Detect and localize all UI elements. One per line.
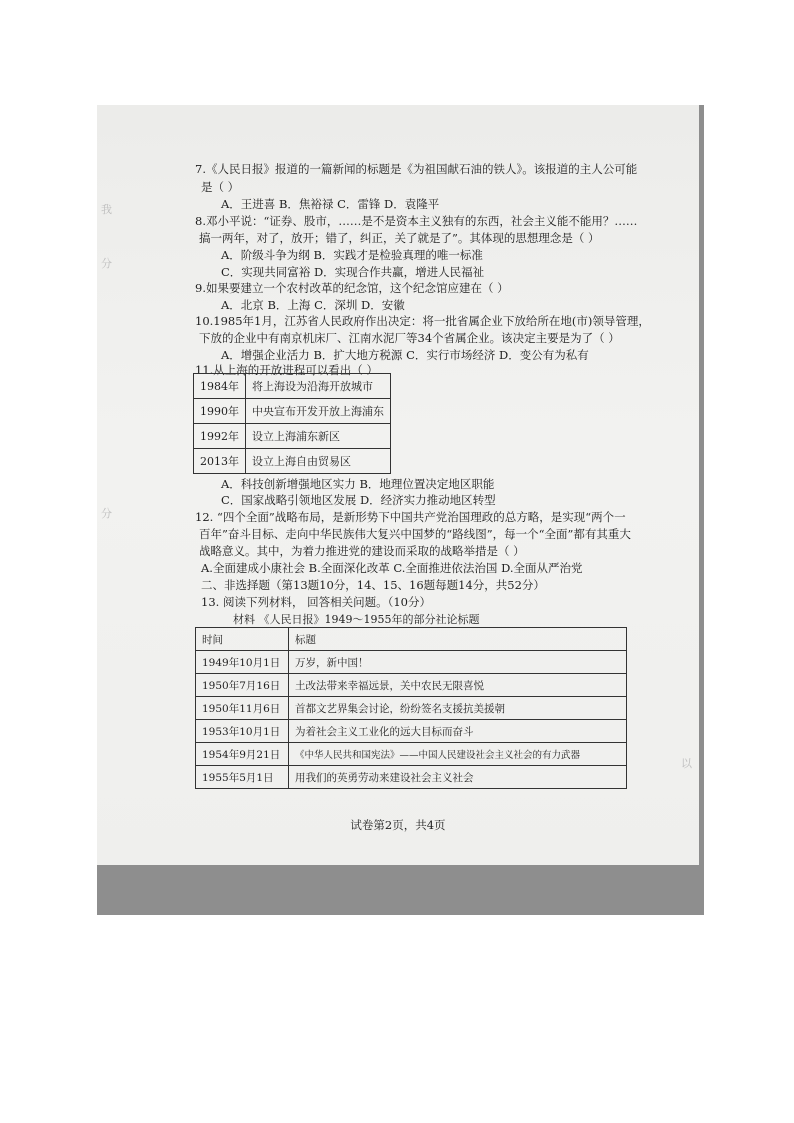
table-cell-title: 土改法带来幸福远景，关中农民无限喜悦 [289,674,627,697]
q11-options: A．科技创新增强地区实力 B．地理位置决定地区职能 [221,477,495,491]
exam-sheet [97,105,699,865]
bleed-through: 分 [101,257,112,270]
q8-stem: 搞一两年，对了，放开；错了，纠正，关了就是了”。其体现的思想理念是（ ） [199,231,600,245]
table-row [194,374,391,399]
q12-stem: 12. “四个全面”战略布局，是新形势下中国共产党治国理政的总方略，是实现“两个一 [195,510,626,524]
editorial-titles-table [195,627,627,789]
table-cell-event: 设立上海自由贸易区 [246,449,391,474]
table-cell-title: 《中华人民共和国宪法》——中国人民建设社会主义社会的有力武器 [289,743,627,766]
table-cell-event: 将上海设为沿海开放城市 [246,374,391,399]
table-cell-year: 1992年 [194,424,246,449]
q11-options: C．国家战略引领地区发展 D．经济实力推动地区转型 [221,493,496,507]
bleed-through: 我 [101,203,112,216]
q8-stem: 8.邓小平说：“证券、股市，……是不是资本主义独有的东西，社会主义能不能用？…… [195,214,638,228]
table-cell-title: 为着社会主义工业化的远大目标而奋斗 [289,720,627,743]
table-header-row [196,628,627,651]
table-cell-date: 1949年10月1日 [196,651,289,674]
table-cell-year: 2013年 [194,449,246,474]
q10-stem: 下放的企业中有南京机床厂、江南水泥厂等34个省属企业。该决定主要是为了（ ） [199,331,620,345]
q8-options: A．阶级斗争为纲 B．实践才是检验真理的唯一标准 [221,248,483,262]
page-footer: 试卷第2页，共4页 [350,818,446,832]
q12-options: A.全面建成小康社会 B.全面深化改革 C.全面推进依法治国 D.全面从严治党 [201,561,583,575]
q7-options: A．王进喜 B．焦裕禄 C．雷锋 D．袁隆平 [221,197,440,211]
q10-stem: 10.1985年1月，江苏省人民政府作出决定：将一批省属企业下放给所在地(市)领导管理， [195,314,650,328]
bleed-through: 以 [681,757,692,770]
q12-stem: 战略意义。其中，为着力推进党的建设而采取的战略举措是（ ） [199,544,525,558]
table-cell-title: 万岁，新中国！ [289,651,627,674]
table-header-date: 时间 [196,628,289,651]
table-cell-event: 中央宣布开发开放上海浦东 [246,399,391,424]
shanghai-opening-table [193,373,391,474]
q9-stem: 9.如果要建立一个农村改革的纪念馆，这个纪念馆应建在（ ） [195,281,509,295]
table-row [196,651,627,674]
q7-stem: 是（ ） [201,180,240,194]
q12-stem: 百年”奋斗目标、走向中华民族伟大复兴中国梦的“路线图”，每一个“全面”都有其重大 [199,527,631,541]
material-caption: 材料 《人民日报》1949～1955年的部分社论标题 [233,613,480,626]
table-header-title: 标题 [289,628,627,651]
table-cell-title: 首都文艺界集会讨论，纷纷签名支援抗美援朝 [289,697,627,720]
table-cell-date: 1950年7月16日 [196,674,289,697]
table-row [196,674,627,697]
table-row [194,424,391,449]
photo-background [97,105,704,915]
table-cell-date: 1953年10月1日 [196,720,289,743]
q13-stem: 13. 阅读下列材料， 回答相关问题。（10分） [201,595,431,609]
table-cell-date: 1955年5月1日 [196,766,289,789]
section-heading: 二、非选择题（第13题10分，14、15、16题每题14分，共52分） [201,578,545,592]
q7-stem: 7.《人民日报》报道的一篇新闻的标题是《为祖国献石油的铁人》。该报道的主人公可能 [195,162,638,176]
q10-options: A．增强企业活力 B．扩大地方税源 C．实行市场经济 D．变公有为私有 [221,348,589,362]
table-row [196,743,627,766]
table-cell-title: 用我们的英勇劳动来建设社会主义社会 [289,766,627,789]
q8-options: C．实现共同富裕 D．实现合作共赢，增进人民福祉 [221,265,485,279]
table-row [196,766,627,789]
table-row [196,697,627,720]
q11-stem: 11.从上海的开放进程可以看出（ ） [195,363,378,377]
table-cell-event: 设立上海浦东新区 [246,424,391,449]
table-row [196,720,627,743]
bleed-through: 分 [101,507,112,520]
table-row [194,399,391,424]
table-cell-date: 1954年9月21日 [196,743,289,766]
table-cell-date: 1950年11月6日 [196,697,289,720]
table-cell-year: 1990年 [194,399,246,424]
q9-options: A．北京 B．上海 C．深圳 D．安徽 [221,298,405,312]
table-row [194,449,391,474]
table-cell-year: 1984年 [194,374,246,399]
